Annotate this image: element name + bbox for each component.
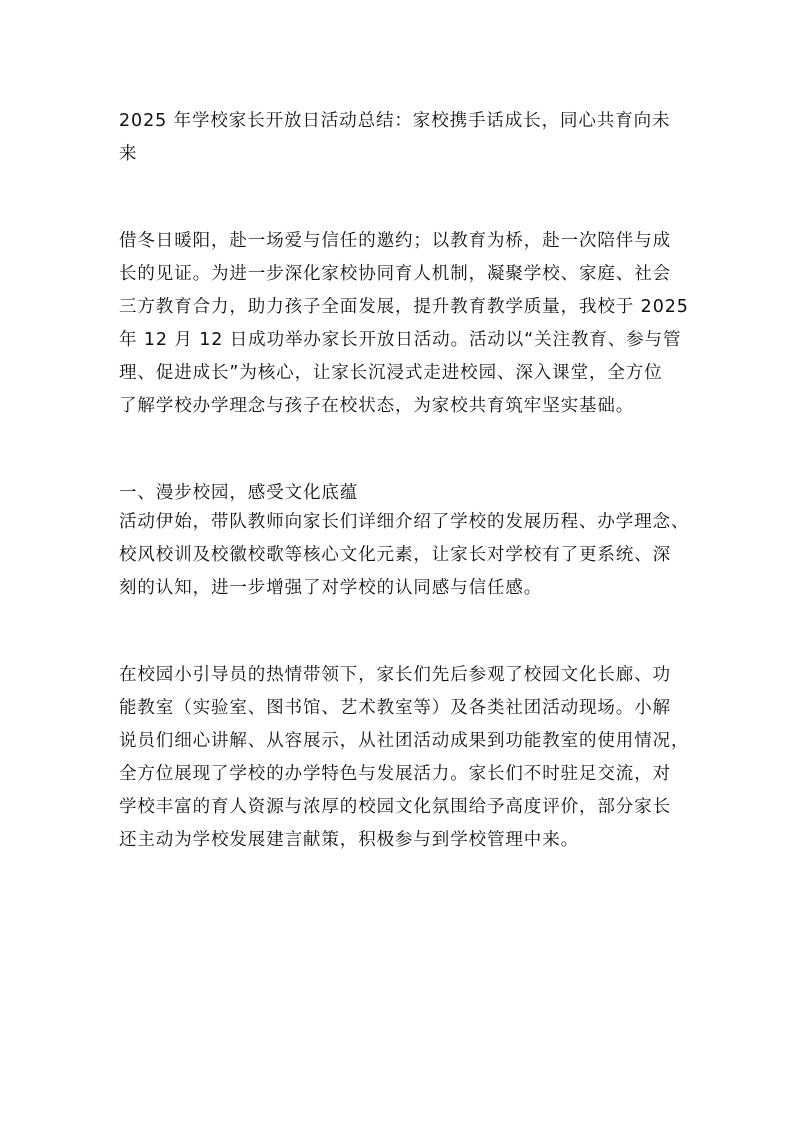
spacer <box>119 423 689 477</box>
spacer <box>119 171 689 225</box>
paragraph-line: 在校园小引导员的热情带领下，家长们先后参观了校园文化长廊、功 <box>119 665 671 685</box>
document-page <box>119 105 689 857</box>
paragraph-line: 年 12 月 12 日成功举办家长开放日活动。活动以“关注教育、参与管 <box>119 330 682 350</box>
paragraph-line: 刻的认知，进一步增强了对学校的认同感与信任感。 <box>119 578 543 598</box>
paragraph-line: 全方位展现了学校的办学特色与发展活力。家长们不时驻足交流，对 <box>119 764 671 784</box>
title-line: 2025 年学校家长开放日活动总结：家校携手话成长，同心共育向未 <box>119 111 671 131</box>
paragraph-line: 校风校训及校徽校歌等核心文化元素，让家长对学校有了更系统、深 <box>119 545 671 565</box>
paragraph-line: 理、促进成长”为核心，让家长沉浸式走进校园、深入课堂，全方位 <box>119 363 663 383</box>
section-heading: 一、漫步校园，感受文化底蕴 <box>119 483 359 503</box>
paragraph-line: 了解学校办学理念与孩子在校状态，为家校共育筑牢坚实基础。 <box>119 396 635 416</box>
paragraph-line: 说员们细心讲解、从容展示，从社团活动成果到功能教室的使用情况， <box>119 731 690 751</box>
paragraph-line: 活动伊始，带队教师向家长们详细介绍了学校的发展历程、办学理念、 <box>119 512 690 532</box>
paragraph-line: 三方教育合力，助力孩子全面发展，提升教育教学质量，我校于 2025 <box>119 297 689 317</box>
paragraph-line: 长的见证。为进一步深化家校协同育人机制，凝聚学校、家庭、社会 <box>119 264 671 284</box>
section1-paragraph-1 <box>119 506 689 605</box>
document-title <box>119 105 689 171</box>
intro-paragraph <box>119 225 689 423</box>
paragraph-line: 还主动为学校发展建言献策，积极参与到学校管理中来。 <box>119 830 579 850</box>
paragraph-line: 学校丰富的育人资源与浓厚的校园文化氛围给予高度评价，部分家长 <box>119 797 671 817</box>
paragraph-line: 能教室（实验室、图书馆、艺术教室等）及各类社团活动现场。小解 <box>119 698 671 718</box>
paragraph-line: 借冬日暖阳，赴一场爱与信任的邀约；以教育为桥，赴一次陪伴与成 <box>119 231 671 251</box>
title-line: 来 <box>119 144 138 164</box>
spacer <box>119 605 689 659</box>
section1-paragraph-2 <box>119 659 689 857</box>
